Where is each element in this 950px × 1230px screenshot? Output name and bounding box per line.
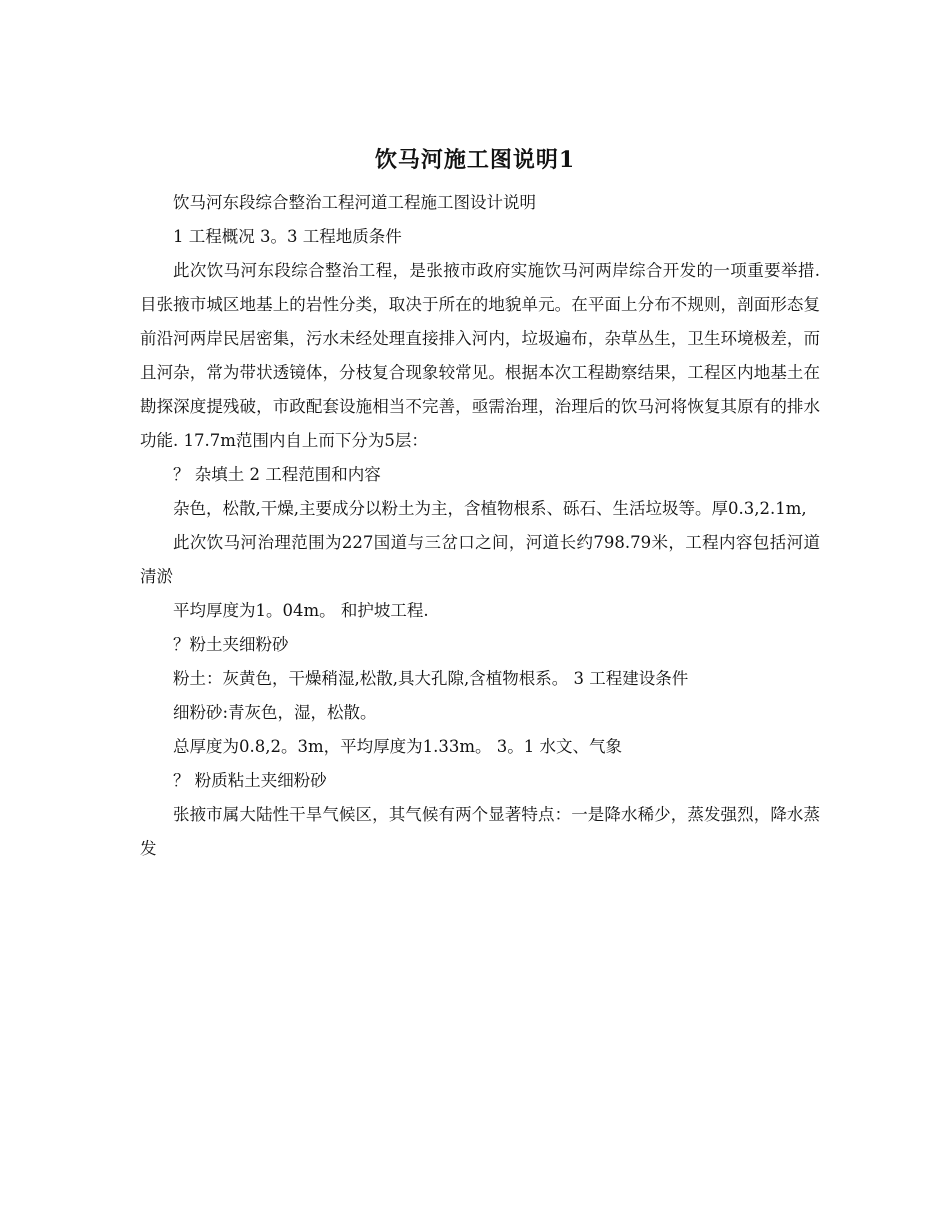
paragraph: 粉土：灰黄色，干燥稍湿,松散,具大孔隙,含植物根系。 3 工程建设条件	[173, 669, 689, 688]
paragraph: 张掖市属大陆性干旱气候区，其气候有两个显著特点：一是降水稀少，蒸发强烈，降水蒸发	[140, 805, 820, 858]
paragraph: ？ 杂填土 2 工程范围和内容	[173, 465, 381, 484]
paragraph: 总厚度为0.8,2。3m，平均厚度为1.33m。 3。1 水文、气象	[173, 737, 622, 756]
paragraph: ？ 粉质粘土夹细粉砂	[173, 771, 327, 790]
paragraph: 此次饮马河东段综合整治工程，是张掖市政府实施饮马河两岸综合开发的一项重要举措.目张掖市城区地基上的岩性分类，取决于所在的地貌单元。在平面上分布不规则，剖面形态复前沿河两岸民居密集，污水未经处理直接排入河内，垃圾遍布，杂草丛生，卫生环境极差，而且河杂，常为带状透镜体，分枝复合现象较常见。根据本次工程勘察结果，工程区内地基土在勘探深度提残破，市政配套设施相当不完善，亟需治理，治理后的饮马河将恢复其原有的排水功能. 17.7m范围内自上而下分为5层：	[140, 261, 820, 450]
paragraph: 1 工程概况 3。3 工程地质条件	[173, 227, 402, 246]
paragraph: 此次饮马河治理范围为227国道与三岔口之间，河道长约798.79米，工程内容包括河道清淤	[140, 533, 820, 586]
paragraph: 细粉砂:青灰色，湿，松散。	[173, 703, 377, 722]
paragraph: ？粉土夹细粉砂	[173, 635, 289, 654]
document-body	[140, 186, 820, 866]
paragraph: 平均厚度为1。04m。 和护坡工程.	[173, 601, 429, 620]
paragraph: 饮马河东段综合整治工程河道工程施工图设计说明	[173, 193, 536, 212]
paragraph: 杂色，松散,干燥,主要成分以粉土为主，含植物根系、砾石、生活垃圾等。厚0.3,2.1m,	[173, 499, 807, 518]
document-title: 饮马河施工图说明1	[374, 147, 576, 173]
